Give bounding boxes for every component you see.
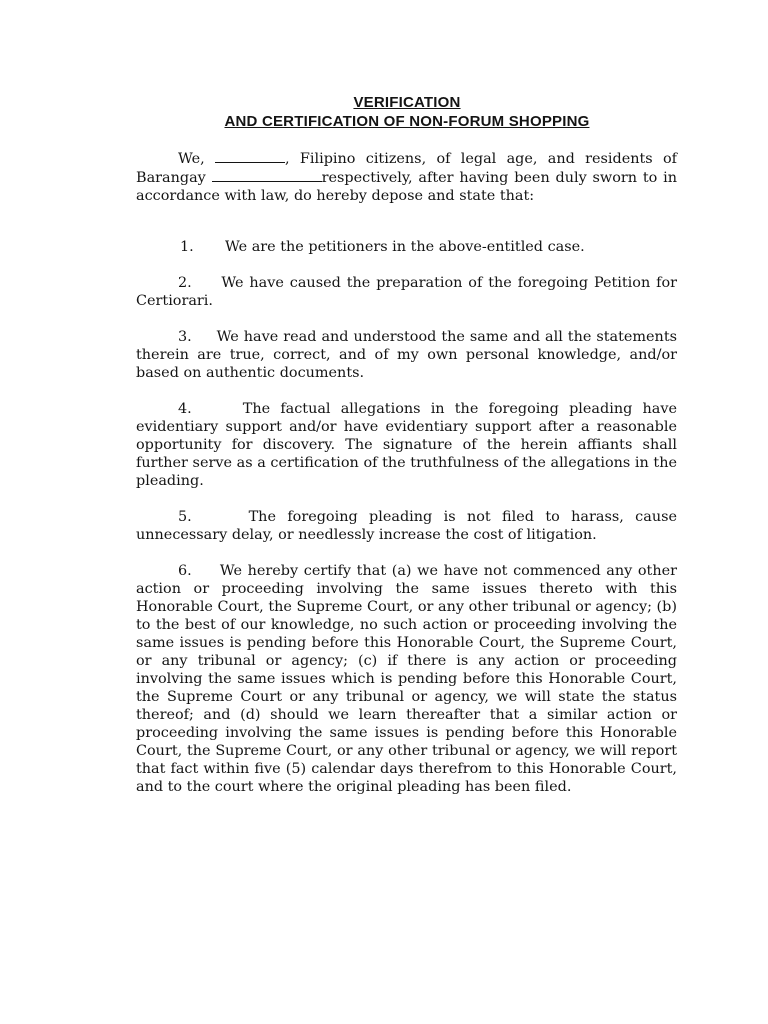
paragraph-text: We have caused the preparation of the foregoing Petition for Certiorari. bbox=[136, 275, 677, 309]
paragraph-text: We are the petitioners in the above-entitled case. bbox=[225, 239, 585, 255]
intro-paragraph bbox=[136, 149, 677, 205]
paragraph-number: 6. bbox=[178, 563, 192, 579]
paragraph-4 bbox=[136, 400, 677, 490]
paragraph-number: 5. bbox=[178, 509, 192, 525]
paragraph-5 bbox=[136, 508, 677, 544]
paragraph-text: The foregoing pleading is not filed to harass, cause unnecessary delay, or needlessly increase the cost of litigation. bbox=[136, 509, 677, 543]
barangay-blank bbox=[212, 168, 322, 182]
name-blank bbox=[215, 149, 285, 163]
paragraph-3 bbox=[136, 328, 677, 382]
paragraph-number: 3. bbox=[178, 329, 192, 345]
paragraph-text: We have read and understood the same and all the statements therein are true, correct, and of my own personal knowledge, and/or based on authentic documents. bbox=[136, 329, 677, 381]
paragraph-number: 2. bbox=[178, 275, 192, 291]
paragraph-text: The factual allegations in the foregoing pleading have evidentiary support and/or have evidentiary support after a reasonable opportunity for discovery. The signature of the herein affiants shall further serve as a certification of the truthfulness of the allegations in the pleading. bbox=[136, 401, 677, 489]
paragraph-number: 1. bbox=[180, 239, 194, 255]
paragraph-number: 4. bbox=[178, 401, 192, 417]
paragraph-text: We hereby certify that (a) we have not commenced any other action or proceeding involving the same issues thereto with this Honorable Court, the Supreme Court, or any other tribunal or agency; (b) to the best of our knowledge, no such action or proceeding involving the same issues is pending before this Honorable Court, the Supreme Court, or any tribunal or agency; (c) if there is any action or proceeding involving the same issues which is pending before this Honorable Court, the Supreme Court or any tribunal or agency, we will state the status thereof; and (d) should we learn thereafter that a similar action or proceeding involving the same issues is pending before this Honorable Court, the Supreme Court, or any other tribunal or agency, we will report that fact within five (5) calendar days therefrom to this Honorable Court, and to the court where the original pleading has been filed. bbox=[136, 563, 677, 795]
intro-text-1: We, bbox=[178, 151, 216, 167]
intro-text-2: , Filipino citizens, of legal age, and residents of Barangay bbox=[136, 151, 677, 186]
intro-text-3: respectively, after having been duly sworn to in accordance with law, do hereby depose and state that: bbox=[136, 170, 677, 204]
paragraph-2 bbox=[136, 274, 677, 310]
paragraph-6 bbox=[136, 562, 677, 796]
document-title: VERIFICATION bbox=[353, 94, 461, 111]
document-subtitle: AND CERTIFICATION OF NON-FORUM SHOPPING bbox=[224, 113, 590, 130]
paragraph-1 bbox=[136, 238, 677, 256]
